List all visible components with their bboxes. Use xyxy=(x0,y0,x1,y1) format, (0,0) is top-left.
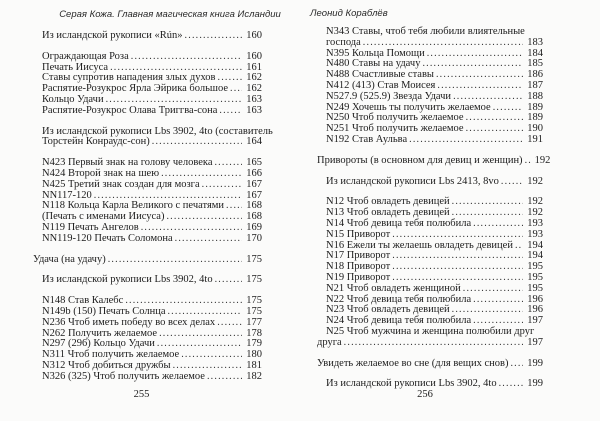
toc-group xyxy=(317,154,551,167)
toc-entry-title: N395 Кольца Помощи xyxy=(326,47,425,59)
toc-group xyxy=(326,177,543,188)
toc-page-number: 199 xyxy=(527,378,543,390)
toc-entry-title: Из исландской рукописи Lbs 3902, 4to xyxy=(42,274,213,286)
toc-page-number: 161 xyxy=(246,61,262,73)
toc-entry-title: N12 Чтоб овладеть девицей xyxy=(326,196,450,208)
toc-group xyxy=(42,275,262,286)
dot-leader xyxy=(217,318,242,329)
toc-group xyxy=(326,27,543,146)
toc-entry xyxy=(42,318,262,329)
toc-entry xyxy=(326,177,543,188)
toc-page-number: 175 xyxy=(246,274,262,286)
toc-page-number: 194 xyxy=(527,239,543,251)
toc-group xyxy=(42,125,273,149)
toc-entry xyxy=(42,275,262,286)
toc-entry-title: Распятие-Розукрос Ярла Эйрика большое xyxy=(42,83,229,95)
toc-page-number: 178 xyxy=(246,327,262,339)
toc-entry-title: N480 Ставы на удачу xyxy=(326,58,421,70)
dot-leader xyxy=(409,135,523,146)
toc-page-number: 162 xyxy=(246,83,262,95)
toc-entry-title: N311 Чтоб получить желаемое xyxy=(42,349,180,361)
toc-entry xyxy=(326,38,543,49)
left-folio-page-number: 255 xyxy=(133,389,150,400)
dot-leader xyxy=(515,241,523,252)
toc-page-number: 192 xyxy=(527,207,543,219)
dot-leader xyxy=(202,180,243,191)
toc-page-number: 175 xyxy=(246,295,262,307)
toc-page-number: 196 xyxy=(527,293,543,305)
toc-group xyxy=(33,253,262,266)
toc-entry xyxy=(317,338,543,349)
dot-leader xyxy=(344,338,524,349)
dot-leader xyxy=(453,92,523,103)
dot-leader xyxy=(501,177,523,188)
toc-entry xyxy=(42,52,262,63)
toc-entry xyxy=(326,230,543,241)
toc-entry-title: N24 Чтоб девица тебя полюбила xyxy=(326,315,472,327)
toc-entry-title: N297 (296) Кольцо Удачи xyxy=(42,338,155,350)
toc-page-number: 165 xyxy=(246,157,262,169)
toc-entry-title: Ставы супротив нападения злых духов xyxy=(42,72,216,84)
dot-leader xyxy=(466,124,524,135)
toc-entry-title: NN119-120 Печать Соломона xyxy=(42,232,173,244)
toc-entry xyxy=(42,234,262,245)
toc-entry-title: N312 Чтоб добиться дружбы xyxy=(42,359,171,371)
toc-entry-title: N25 Чтоб мужчина и женщина полюбили друг xyxy=(326,325,535,337)
dot-leader xyxy=(166,212,242,223)
toc-entry-title: N13 Чтоб овладеть девицей xyxy=(326,207,450,219)
dot-leader xyxy=(152,137,243,148)
toc-entry-title: Удача (на удачу) xyxy=(33,253,106,265)
toc-page-number: 160 xyxy=(246,50,262,62)
dot-leader xyxy=(473,219,523,230)
dot-leader xyxy=(215,275,243,286)
toc-entry-title: N15 Приворот xyxy=(326,228,391,240)
dot-leader xyxy=(219,106,242,117)
left-running-head: Серая Кожа. Главная магическая книга Исландии xyxy=(59,9,281,20)
toc-entry-title: N423 Первый знак на голову человека xyxy=(42,157,213,169)
toc-page-number: 164 xyxy=(246,136,262,148)
toc-page-number: 195 xyxy=(527,282,543,294)
toc-page-number: 189 xyxy=(527,101,543,113)
toc-entry-title: N21 Чтоб овладеть женщиной xyxy=(326,282,461,294)
toc-entry-title: Привороты (в основном для девиц и женщин) xyxy=(317,154,523,166)
toc-entry-title: Увидеть желаемое во сне (для вещих снов) xyxy=(317,357,509,369)
toc-entry-title: N250 Чтоб получить желаемое xyxy=(326,112,464,124)
toc-entry xyxy=(326,284,543,295)
toc-entry-title: N19 Приворот xyxy=(326,271,391,283)
toc-entry-title: N22 Чтоб девица тебя полюбила xyxy=(326,293,472,305)
toc-page-number: 167 xyxy=(246,178,262,190)
toc-entry-title: Из исландской рукописи «Rún» xyxy=(42,30,183,41)
toc-entry-title: друга xyxy=(317,336,342,348)
dot-leader xyxy=(181,350,242,361)
toc-entry xyxy=(326,135,543,146)
toc-page-number: 191 xyxy=(527,133,543,145)
toc-section-entry xyxy=(317,359,543,370)
toc-left-column xyxy=(33,30,273,393)
toc-page-number: 160 xyxy=(246,30,262,41)
toc-entry-title: Торстейн Конраудс-сон) xyxy=(42,136,150,148)
toc-page-number: 179 xyxy=(246,338,262,350)
toc-entry-title: N527.9 (525.9) Звезда Удачи xyxy=(326,90,452,102)
toc-entry-title: N251 Чтоб получить желаемое xyxy=(326,123,464,135)
toc-entry-title: Распятие-Розукрос Олава Триггва-сона xyxy=(42,104,218,116)
toc-entry-title: N16 Ежели ты желаешь овладеть девицей xyxy=(326,239,513,251)
toc-entry-title: N424 Второй знак на шею xyxy=(42,167,160,179)
toc-page-number: 177 xyxy=(246,316,262,328)
toc-page-number: 192 xyxy=(534,154,551,166)
dot-leader xyxy=(392,262,523,273)
toc-entry-title: N326 (325) Чтоб получить желаемое xyxy=(42,370,205,382)
toc-entry-title: N17 Приворот xyxy=(326,250,391,262)
toc-entry-title: господа xyxy=(326,36,361,48)
toc-page-number: 188 xyxy=(527,90,543,102)
dot-leader xyxy=(427,49,524,60)
toc-page-number: 166 xyxy=(246,167,262,179)
toc-entry-title: Ограждающая Роза xyxy=(42,50,129,62)
toc-group xyxy=(317,357,543,370)
toc-right-column xyxy=(317,26,551,400)
dot-leader xyxy=(214,158,242,169)
dot-leader xyxy=(463,284,523,295)
dot-leader xyxy=(363,38,523,49)
toc-entry-title: N262 Получить желаемое xyxy=(42,327,158,339)
toc-entry-title: N192 Став Аульва xyxy=(326,133,408,145)
toc-group xyxy=(42,158,262,244)
toc-page-number: 195 xyxy=(527,271,543,283)
dot-leader xyxy=(392,230,523,241)
toc-page-number: 168 xyxy=(246,211,262,223)
toc-page-number: 186 xyxy=(527,69,543,81)
toc-group xyxy=(42,296,262,382)
toc-page-number: 184 xyxy=(527,47,543,59)
toc-entry-title: N148 Став Калебс xyxy=(42,295,124,307)
toc-entry-title: N14 Чтоб девица тебя полюбила xyxy=(326,217,472,229)
toc-entry-title: N425 Третий знак создан для мозга xyxy=(42,178,200,190)
dot-leader xyxy=(392,251,523,262)
toc-entry xyxy=(42,106,262,117)
toc-entry-title: N249 Хочешь ты получить желаемое xyxy=(326,101,491,113)
toc-entry-title: (Печать с именами Иисуса) xyxy=(42,211,165,223)
toc-entry-title: N488 Счастливые ставы xyxy=(326,69,434,81)
toc-page-number: 162 xyxy=(246,72,262,84)
toc-page-number: 197 xyxy=(527,336,543,348)
toc-page-number: 163 xyxy=(246,104,262,116)
toc-entry xyxy=(42,31,262,42)
dot-leader xyxy=(175,234,243,245)
toc-page-number: 163 xyxy=(246,93,262,105)
toc-page-number: 180 xyxy=(246,349,262,361)
toc-page-number: 197 xyxy=(527,315,543,327)
dot-leader xyxy=(108,255,243,266)
right-running-head: Леонид Кораблёв xyxy=(310,8,388,19)
right-page xyxy=(300,0,600,421)
toc-section-entry xyxy=(33,255,262,266)
dot-leader xyxy=(230,84,242,95)
toc-page-number: 185 xyxy=(527,58,543,70)
toc-entry-title: N412 (413) Став Моисея xyxy=(326,79,436,91)
dot-leader xyxy=(473,295,523,306)
dot-leader xyxy=(207,372,242,383)
toc-page-number: 189 xyxy=(527,112,543,124)
toc-entry-title: Из исландской рукописи Lbs 3902, 4to (составитель xyxy=(42,125,273,137)
toc-entry-title: NN117-120 xyxy=(42,189,92,201)
toc-entry xyxy=(42,372,262,383)
dot-leader xyxy=(226,201,242,212)
toc-entry xyxy=(42,137,262,148)
toc-entry-title: Печать Иисуса xyxy=(42,61,109,73)
toc-page-number: 193 xyxy=(527,228,543,240)
toc-page-number: 181 xyxy=(246,359,262,371)
toc-page-number: 169 xyxy=(246,221,262,233)
toc-page-number: 183 xyxy=(527,36,543,48)
toc-entry-title: N119 Печать Ангелов xyxy=(42,221,139,233)
toc-page-number: 175 xyxy=(246,253,262,265)
toc-entry-title: Кольцо Удачи xyxy=(42,93,104,105)
toc-group xyxy=(42,31,262,42)
toc-entry-title: Из исландской рукописи Lbs 3902, 4to xyxy=(326,378,497,390)
dot-leader xyxy=(466,113,524,124)
toc-page-number: 195 xyxy=(527,261,543,273)
toc-entry-title: N118 Кольца Карла Великого с печатями xyxy=(42,200,225,212)
dot-leader xyxy=(159,329,242,340)
toc-page-number: 190 xyxy=(527,123,543,135)
toc-page-number: 194 xyxy=(527,250,543,262)
toc-entry-title: N23 Чтоб овладеть девицей xyxy=(326,304,450,316)
toc-entry-title: Из исландской рукописи Lbs 2413, 8vo xyxy=(326,175,499,187)
toc-page-number: 175 xyxy=(246,305,262,317)
toc-section-entry xyxy=(317,154,551,167)
toc-page-number: 187 xyxy=(527,79,543,91)
toc-page-number: 193 xyxy=(527,217,543,229)
toc-entry-title: N18 Приворот xyxy=(326,261,391,273)
toc-page-number: 168 xyxy=(246,200,262,212)
dot-leader xyxy=(422,59,523,70)
dot-leader xyxy=(185,31,243,42)
toc-entry-title: N236 Чтоб иметь победу во всех делах xyxy=(42,316,216,328)
dot-leader xyxy=(510,359,523,370)
toc-page-number: 182 xyxy=(246,370,262,382)
toc-entry xyxy=(42,180,262,191)
dot-leader xyxy=(436,70,523,81)
dot-leader xyxy=(131,52,243,63)
toc-page-number: 192 xyxy=(527,196,543,208)
toc-entry-title: N149b (150) Печать Солнца xyxy=(42,305,166,317)
toc-page-number: 192 xyxy=(527,175,543,187)
dot-leader xyxy=(452,197,524,208)
dot-leader xyxy=(525,156,531,167)
toc-group xyxy=(42,52,262,117)
toc-page-number: 167 xyxy=(246,189,262,201)
toc-entry xyxy=(326,92,543,103)
toc-entry xyxy=(326,327,543,338)
toc-page-number: 170 xyxy=(246,232,262,244)
toc-page-number: 196 xyxy=(527,304,543,316)
toc-group xyxy=(317,196,543,348)
toc-entry-title: N343 Ставы, чтоб тебя любили влиятельные xyxy=(326,26,525,37)
toc-page-number: 199 xyxy=(527,357,543,369)
dot-leader xyxy=(493,103,524,114)
right-folio-page-number: 256 xyxy=(417,389,433,400)
